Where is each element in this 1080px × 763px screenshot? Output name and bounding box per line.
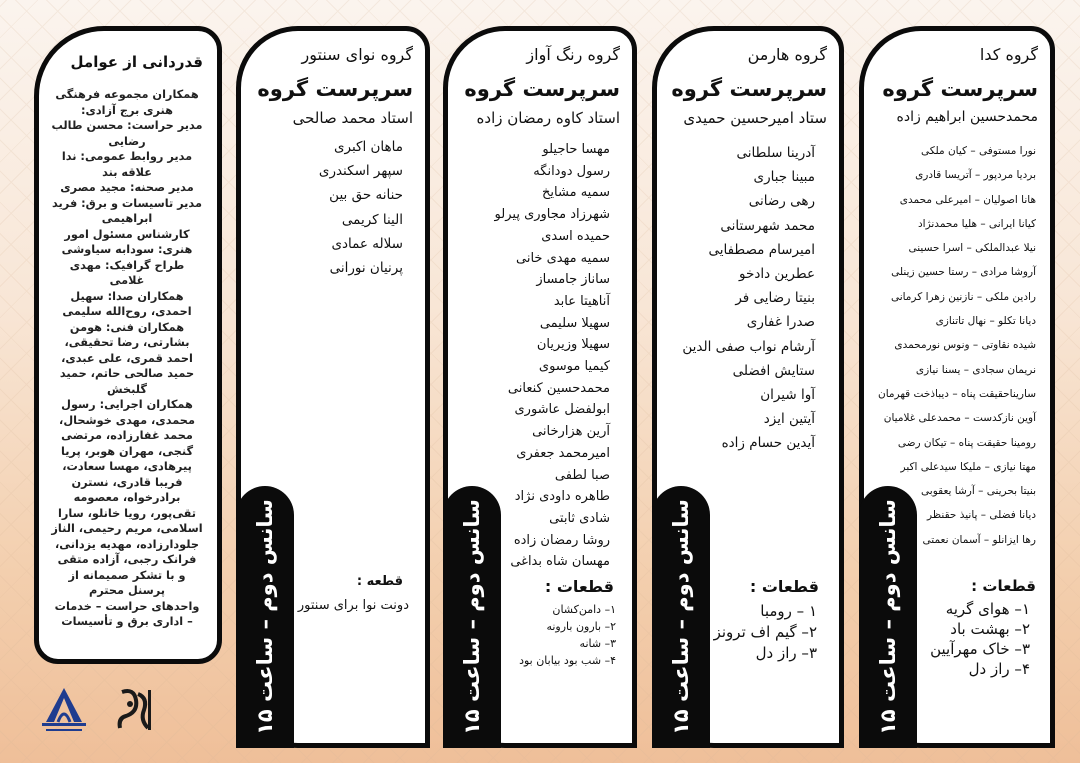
member-name: شهرزاد مجاوری پیرلو	[494, 207, 610, 223]
piece-item: ۱ – رومبا	[760, 602, 817, 620]
member-name: صبا لطفی	[554, 467, 610, 483]
session-time: سانس دوم – ساعت ۱۵	[875, 499, 900, 735]
thanks-card	[34, 26, 222, 664]
member-name: طاهره داودی نژاد	[514, 489, 610, 505]
group-card-navaye-santur	[236, 26, 430, 748]
member-name: حمیده اسدی	[541, 228, 610, 244]
member-name: ستایش افضلی	[732, 362, 815, 379]
member-name: آیتین ایزد	[763, 411, 815, 428]
member-name: آوین نازکدست – محمدعلی غلامیان	[883, 412, 1036, 425]
member-name: مهسان شاه بداغی	[510, 554, 610, 570]
member-name: امیرمحمد جعفری	[516, 445, 610, 461]
member-name: نیلا عبدالملکی – اسرا حسینی	[908, 242, 1036, 255]
pieces-title: قطعات :	[971, 577, 1036, 595]
piece-item: ۳– خاک مهرآیین	[930, 640, 1030, 658]
piece-item: ۲– بارون بارونه	[546, 620, 616, 633]
member-name: آوا شیران	[760, 387, 815, 404]
thanks-body	[51, 87, 203, 630]
pieces-title: قطعات :	[544, 577, 614, 596]
session-bar	[443, 486, 501, 748]
piece-item: ۴– راز دل	[968, 660, 1030, 678]
piece-item: ۴– شب بود بیابان بود	[519, 654, 616, 667]
member-name: سمیه مشایخ	[542, 185, 610, 201]
thanks-line: همکاران اجرایی: رسول محمدی، مهدی خوشحال، محمد غفارزاده، مرتضی گنجی، مهران هوبر، پریا پیرهادی، مهسا سعادت، فریبا قادری، نسترن برادرخواه، معصومه تقی‌پور، رویا خانلو، سارا اسلامی، مریم رحیمی، الناز جلودارزاده، مهدیه یزدانی، فرانک رجبی، آزاده متقی	[51, 398, 203, 566]
member-name: بنیتا رضایی فر	[735, 290, 815, 307]
member-name: رادین ملکی – نازنین زهرا کرمانی	[890, 290, 1036, 303]
member-name: بنیتا بحرینی – آرشا یعقوبی	[921, 485, 1036, 498]
member-name: مبینا جباری	[753, 169, 815, 186]
pieces-title: قطعه :	[356, 574, 403, 589]
member-name: روشا رمضان زاده	[513, 532, 610, 548]
member-name: نریمان سجادی – یسنا نیازی	[915, 363, 1036, 376]
piece-item: دونت نوا برای سنتور	[297, 598, 409, 613]
member-name: ماهان اکبری	[333, 139, 403, 155]
session-bar	[236, 486, 294, 748]
member-name: سهیلا وزیریان	[536, 337, 610, 353]
member-name: الینا کریمی	[341, 211, 403, 228]
member-list	[319, 135, 403, 280]
azadi-tower-logo	[36, 684, 92, 736]
member-name: دیانا تکلو – نهال تاتنازی	[935, 315, 1036, 328]
member-name: ابولفضل عاشوری	[514, 402, 610, 418]
member-name: رهی رضانی	[748, 193, 815, 210]
supervisor-heading: سرپرست گروه	[257, 77, 413, 101]
member-name: امیرسام مصطفایی	[708, 241, 815, 258]
member-name: سهیلا سلیمی	[539, 315, 610, 331]
member-list	[682, 141, 815, 456]
member-name: مهتا نیازی – ملیکا سیدعلی اکبر	[900, 460, 1036, 473]
group-card-harmen	[652, 26, 844, 748]
thanks-line: مدیر تاسیسات و برق: فرید ابراهیمی	[52, 196, 202, 225]
session-time: سانس دوم – ساعت ۱۵	[668, 499, 693, 735]
member-name: محمدحسین کنعانی	[507, 380, 610, 396]
supervisor-heading: سرپرست گروه	[671, 77, 827, 101]
member-name: ساریناحقیقت پناه – دیباذخت قهرمان	[878, 387, 1036, 400]
group-card-keda	[859, 26, 1055, 748]
member-name: شیده نقاوتی – ونوس نورمحمدی	[894, 339, 1036, 352]
member-name: عطرین دادخو	[739, 266, 815, 283]
thanks-line: واحدهای حراست – خدمات – اداری برق و تأسیسات	[54, 599, 200, 628]
pieces-list	[930, 599, 1030, 679]
member-name: ساناز جامساز	[536, 272, 610, 288]
conductor-name: استاد محمد صالحی	[292, 109, 413, 127]
pieces-list	[519, 601, 616, 669]
pieces-title: قطعات :	[749, 577, 819, 596]
thanks-line: مدیر صحنه: مجید مصری	[60, 181, 194, 194]
group-name: گروه کدا	[979, 45, 1038, 64]
member-name: شادی ثابتی	[549, 510, 610, 526]
supervisor-heading: سرپرست گروه	[882, 77, 1038, 101]
piece-item: ۲– گیم اف ترونز	[713, 623, 817, 641]
member-name: سمیه مهدی خانی	[516, 250, 610, 266]
member-name: مهسا حاجیلو	[542, 142, 610, 157]
member-name: سپهر اسکندری	[318, 163, 403, 180]
group-name: گروه رنگ آواز	[526, 45, 620, 64]
thanks-line: همکاران فنی: هومن بشارتی، رضا تحقیقی، احمد قمری، علی عبدی، حمید صالحی حاتم، حمید گلبخش	[59, 320, 195, 396]
member-name: محمد شهرستانی	[720, 217, 815, 234]
thanks-line: مدیر حراست: محسن طالب رضایی	[51, 119, 203, 148]
member-name: آروشا مرادی – رستا حسین زینلی	[891, 266, 1036, 279]
session-time: سانس دوم – ساعت ۱۵	[459, 499, 484, 735]
member-name: هانا اصولیان – امیرعلی محمدی	[899, 193, 1036, 206]
piece-item: ۱– دامن‌کشان	[552, 603, 616, 616]
member-name: نورا مستوفی – کیان ملکی	[920, 145, 1036, 157]
session-bar	[652, 486, 710, 748]
member-name: رومینا حقیقت پناه – تیکان رضی	[897, 436, 1036, 449]
group-name: گروه هارمن	[747, 45, 827, 64]
member-list	[495, 139, 610, 573]
member-name: آیدین حسام زاده	[721, 435, 815, 452]
conductor-name: محمدحسین ابراهیم زاده	[896, 109, 1038, 125]
thanks-line: و با تشکر صمیمانه از پرسنل محترم	[68, 568, 186, 597]
group-name: گروه نوای سنتور	[301, 45, 413, 64]
conductor-name: ستاد امیرحسین حمیدی	[683, 109, 827, 127]
piece-item: ۳– شانه	[579, 637, 616, 650]
session-bar	[859, 486, 917, 748]
session-time: سانس دوم – ساعت ۱۵	[252, 499, 277, 735]
pieces-list	[714, 601, 817, 664]
member-name: کیمیا موسوی	[538, 359, 610, 375]
member-name: آدرینا سلطانی	[736, 145, 815, 161]
piece-item: ۲– بهشت باد	[950, 620, 1030, 638]
thanks-line: همکاران مجموعه فرهنگی هنری برج آزادی:	[55, 88, 199, 117]
member-name: حنانه حق بین	[329, 187, 403, 204]
thanks-title: قدردانی از عوامل	[70, 53, 203, 71]
member-name: آناهیتا عابد	[553, 293, 610, 309]
piece-item: ۱– هوای گریه	[945, 600, 1030, 618]
thanks-line: طراح گرافیک: مهدی غلامی	[69, 258, 185, 287]
member-name: کیانا ایرانی – هلیا محمدنژاد	[918, 217, 1036, 230]
thanks-line: کارشناس مسئول امور هنری: سودابه سیاوشی	[61, 227, 193, 256]
member-name: دیانا فضلی – پانیذ حقنظر	[927, 509, 1036, 522]
supervisor-heading: سرپرست گروه	[464, 77, 620, 101]
conductor-name: استاد کاوه رمضان زاده	[476, 109, 620, 127]
member-name: بردیا مردپور – آتریسا قادری	[915, 169, 1036, 182]
member-name: صدرا غفاری	[746, 314, 815, 331]
member-name: پرنیان نورانی	[329, 260, 403, 277]
member-name: آرشام نواب صفی الدین	[682, 338, 815, 355]
member-name: آرین هزارخانی	[532, 424, 610, 440]
roudaki-foundation-logo	[104, 684, 160, 736]
thanks-line: همکاران صدا: سهیل احمدی، روح‌الله سلیمی	[62, 289, 192, 318]
piece-item: ۳– راز دل	[755, 644, 817, 662]
member-name: رها ایزانلو – آسمان نعمتی	[922, 533, 1036, 546]
group-card-rang-avaz	[443, 26, 637, 748]
member-name: سلاله عمادی	[331, 235, 403, 252]
member-name: رسول دودانگه	[533, 163, 610, 179]
pieces-list	[298, 597, 409, 615]
thanks-line: مدیر روابط عمومی: ندا علاقه بند	[61, 150, 193, 179]
